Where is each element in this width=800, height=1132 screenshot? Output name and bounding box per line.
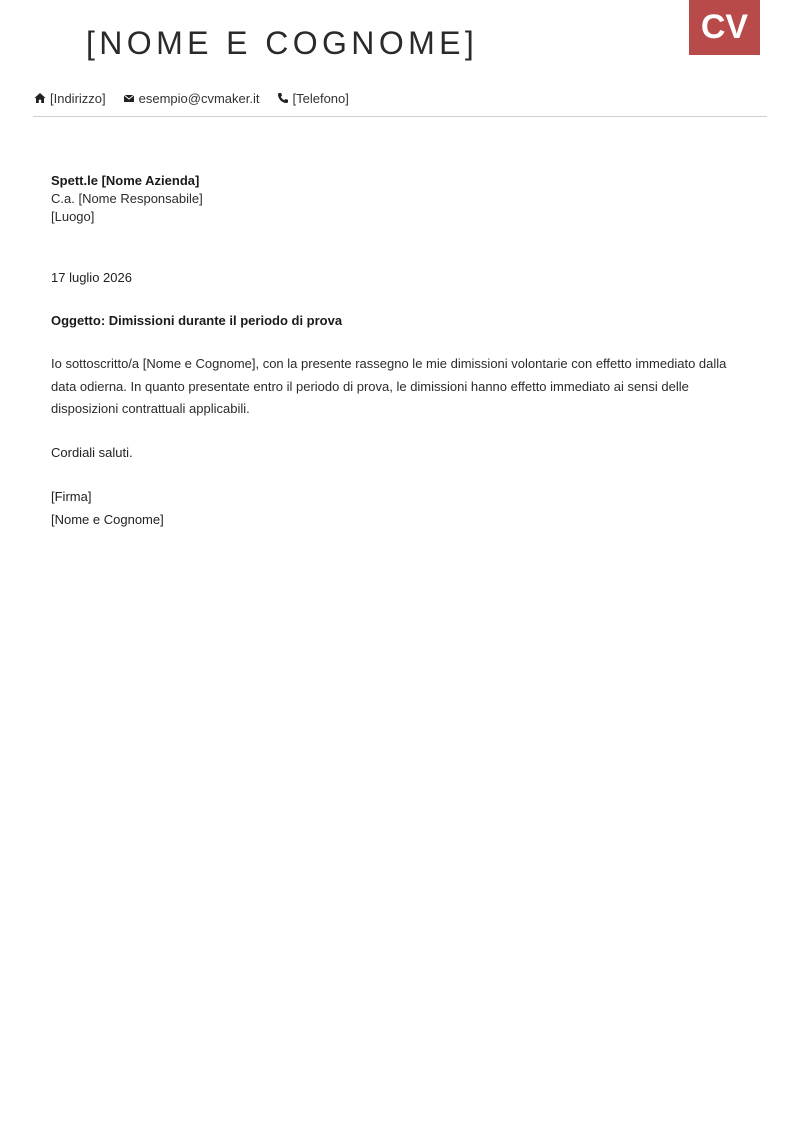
home-icon xyxy=(34,92,46,104)
signature-name: [Nome e Cognome] xyxy=(51,511,164,527)
signature-block xyxy=(51,486,164,531)
contact-phone xyxy=(277,91,349,106)
envelope-icon xyxy=(123,92,135,104)
email-text: esempio@cvmaker.it xyxy=(138,90,260,106)
phone-icon xyxy=(277,92,289,104)
letter-closing: Cordiali saluti. xyxy=(51,445,133,460)
letter-subject: Oggetto: Dimissioni durante il periodo di prova xyxy=(51,313,343,328)
contact-bar xyxy=(34,88,366,108)
letter-date: 17 luglio 2026 xyxy=(51,270,132,285)
letter-body: Io sottoscritto/a [Nome e Cognome], con la presente rassegno le mie dimissioni volontarie con effetto immediato dalla data odierna. In quanto presentate entro il periodo di prova, le dimissioni hanno effetto immediato ai sensi delle disposizioni contrattuali applicabili. xyxy=(51,356,727,416)
applicant-name: [NOME E COGNOME] xyxy=(86,25,479,61)
recipient-company: Spett.le [Nome Azienda] xyxy=(51,173,200,188)
phone-text: [Telefono] xyxy=(292,90,349,106)
contact-email xyxy=(123,91,260,106)
contact-address xyxy=(34,91,106,106)
recipient-place: [Luogo] xyxy=(51,209,95,224)
header-divider xyxy=(33,116,767,117)
cv-logo: CV xyxy=(689,0,760,55)
recipient-attention: C.a. [Nome Responsabile] xyxy=(51,191,203,206)
address-text: [Indirizzo] xyxy=(50,90,106,106)
signature-label: [Firma] xyxy=(51,489,92,504)
recipient-block xyxy=(51,172,751,226)
